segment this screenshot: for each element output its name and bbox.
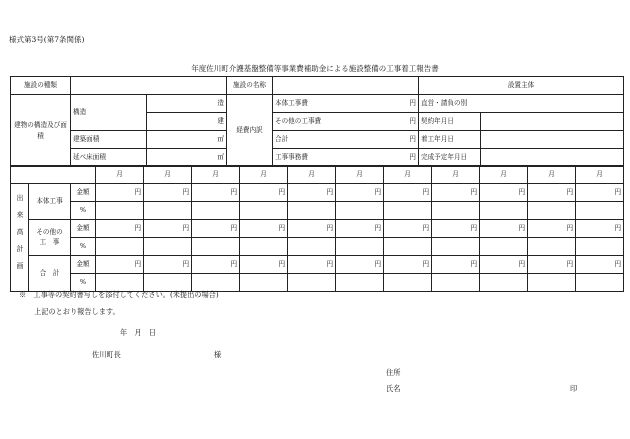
- yen-cell: 円: [576, 184, 624, 202]
- address-label: 住所: [386, 368, 401, 377]
- amount-label: 金額: [71, 256, 96, 274]
- month-header: 月: [528, 166, 576, 184]
- month-header: 月: [336, 166, 384, 184]
- progress-plan-text: 出来高計画: [16, 194, 24, 280]
- yen-cell: 円: [576, 220, 624, 238]
- other-cost-yen: 円: [341, 113, 419, 131]
- yen-cell: 円: [288, 256, 336, 274]
- other-work-label: [29, 220, 71, 256]
- yen-cell: 円: [96, 256, 144, 274]
- month-header: 月: [480, 166, 528, 184]
- yen-cell: 円: [336, 220, 384, 238]
- form-number: 様式第3号(第7条関係): [9, 35, 85, 44]
- completion-date-label: 完成予定年月日: [419, 149, 481, 167]
- honorific: 様: [214, 350, 222, 359]
- month-header: 月: [576, 166, 624, 184]
- month-header: 月: [240, 166, 288, 184]
- yen-cell: 円: [192, 184, 240, 202]
- structure-area-label: [11, 95, 71, 167]
- structure-zou: 造: [147, 95, 227, 113]
- floor-area-unit: ㎡: [147, 149, 227, 167]
- percent-label: %: [71, 202, 96, 220]
- date-line: 年 月 日: [120, 328, 156, 337]
- other-work-line-1: その他の: [36, 227, 63, 236]
- percent-label: %: [71, 274, 96, 292]
- name-label: 氏名: [386, 384, 401, 393]
- yen-cell: 円: [336, 184, 384, 202]
- report-title: 年度佐川町介護基盤整備等事業費補助金による施設整備の工事着工報告書: [191, 64, 439, 73]
- main-work-label: 本体工事: [29, 184, 71, 220]
- other-work-line-2: 工 事: [39, 237, 60, 246]
- facility-name-label: 施設の名称: [227, 77, 273, 95]
- year-month-header: [11, 166, 96, 184]
- yen-cell: 円: [240, 220, 288, 238]
- month-header: 月: [96, 166, 144, 184]
- progress-table: [10, 165, 624, 292]
- yen-cell: 円: [144, 184, 192, 202]
- admin-cost-label: 工事事務費: [273, 149, 341, 167]
- yen-cell: 円: [528, 184, 576, 202]
- admin-cost-yen: 円: [341, 149, 419, 167]
- month-header: 月: [192, 166, 240, 184]
- yen-cell: 円: [240, 256, 288, 274]
- yen-cell: 円: [528, 220, 576, 238]
- facility-type-label: 施設の種類: [11, 77, 71, 95]
- building-area-unit: ㎡: [147, 131, 227, 149]
- yen-cell: 円: [336, 256, 384, 274]
- yen-cell: 円: [144, 256, 192, 274]
- total-cost-yen: 円: [341, 131, 419, 149]
- yen-cell: 円: [96, 220, 144, 238]
- facility-type-value: [71, 77, 227, 95]
- yen-cell: 円: [480, 256, 528, 274]
- structure-ken: 建: [147, 113, 227, 131]
- facility-name-value: [273, 77, 419, 95]
- yen-cell: 円: [480, 184, 528, 202]
- percent-label: %: [71, 238, 96, 256]
- building-area-label: 建築面積: [71, 131, 147, 149]
- yen-cell: 円: [432, 256, 480, 274]
- amount-label: 金額: [71, 184, 96, 202]
- progress-plan-label: [11, 184, 29, 292]
- completion-date-value: [481, 149, 624, 167]
- structure-area-text: 建物の構造及び面積: [14, 120, 67, 140]
- yen-cell: 円: [432, 184, 480, 202]
- amount-label: 金額: [71, 220, 96, 238]
- yen-cell: 円: [576, 256, 624, 274]
- floor-area-label: 延べ床面積: [71, 149, 147, 167]
- month-header: 月: [144, 166, 192, 184]
- report-statement: 上記のとおり報告します。: [34, 307, 120, 316]
- yen-cell: 円: [384, 220, 432, 238]
- total-work-label: 合 計: [29, 256, 71, 292]
- main-cost-label: 本体工事費: [273, 95, 341, 113]
- establisher-label: 設置主体: [419, 77, 624, 95]
- contract-date-value: [481, 113, 624, 131]
- yen-cell: 円: [144, 220, 192, 238]
- yen-cell: 円: [384, 184, 432, 202]
- attachment-note: ※ 工事等の契約書写しを添付してください。(未提出の場合): [19, 290, 219, 299]
- contract-date-label: 契約年月日: [419, 113, 481, 131]
- start-date-value: [481, 131, 624, 149]
- expense-breakdown-label: 経費内訳: [227, 95, 273, 167]
- start-date-label: 着工年月日: [419, 131, 481, 149]
- structure-label: 構造: [71, 95, 147, 131]
- seal-mark: 印: [570, 384, 578, 393]
- main-cost-yen: 円: [341, 95, 419, 113]
- other-cost-label: その他の工事費: [273, 113, 341, 131]
- month-header: 月: [432, 166, 480, 184]
- yen-cell: 円: [192, 220, 240, 238]
- month-header: 月: [288, 166, 336, 184]
- method-label: 直営・請負の別: [419, 95, 624, 113]
- yen-cell: 円: [432, 220, 480, 238]
- mayor-label: 佐川町長: [92, 350, 121, 359]
- yen-cell: 円: [288, 220, 336, 238]
- yen-cell: 円: [384, 256, 432, 274]
- yen-cell: 円: [288, 184, 336, 202]
- yen-cell: 円: [528, 256, 576, 274]
- yen-cell: 円: [240, 184, 288, 202]
- yen-cell: 円: [192, 256, 240, 274]
- yen-cell: 円: [96, 184, 144, 202]
- total-cost-label: 合計: [273, 131, 341, 149]
- facility-table: [10, 76, 624, 167]
- yen-cell: 円: [480, 220, 528, 238]
- month-header: 月: [384, 166, 432, 184]
